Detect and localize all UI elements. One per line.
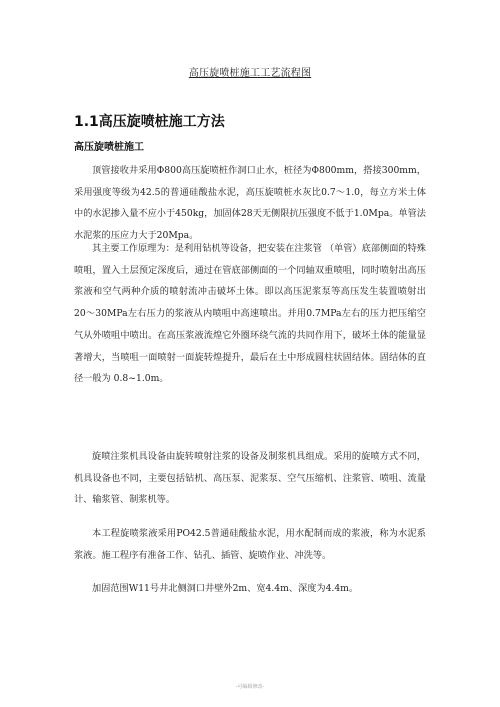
- document-title: 高压旋喷桩施工工艺流程图: [188, 68, 312, 79]
- sub-heading: 高压旋喷桩施工: [74, 142, 144, 153]
- section-heading: 1.1高压旋喷桩施工方法: [74, 114, 225, 130]
- paragraph-grout-material: 本工程旋喷浆液采用PO42.5普通硅酸盐水泥，用水配制而成的浆液，称为水泥系浆液。施工程序有准备工作、钻孔、插管、旋喷作业、冲洗等。: [74, 528, 426, 561]
- paragraph-equipment: 旋喷注浆机具设备由旋转喷射注浆的设备及制浆机具组成。采用的旋喷方式不同，机具设备也不同，主要包括钻机、高压泵、泥浆泵、空气压缩机、注浆管、喷咀、流量计、输浆管、制浆机等。: [74, 451, 426, 506]
- footer-note: -可编辑修改-: [235, 684, 265, 690]
- paragraph-construction-spec: 顶管接收井采用Φ800高压旋喷桩作洞口止水，桩径为Φ800mm，搭接300mm，采用强度等级为42.5的普通硅酸盐水泥，高压旋喷桩水灰比0.7～1.0，每立方米土体中的水泥掺入量不应小于450kg，加固体28天无侧限抗压强度不低于1.0Mpa。单管法水泥浆的压应力大于20Mpa。: [74, 165, 426, 242]
- paragraph-working-principle: 其主要工作原理为：是利用钻机等设备，把安装在注浆管 （单管）底部侧面的特殊喷咀，置入土层预定深度后，通过在管底部侧面的一个同轴双重喷咀，同时喷射出高压浆液和空气两种介质的喷射流冲击破坏土体。即以高压泥浆泵等高压发生装置喷射出 20～30MPa左右压力的浆液从内喷咀中高速喷出。并用0.7MPa左右的压力把压缩空气从外喷咀中喷出。在高压浆液流煌它外圈环绕气流的共同作用下，破坏土体的能量显著增大，当喷咀一面喷射一面旋转煌提升，最后在土中形成圆柱状固结体。固结体的直径一般为 0.8~1.0m。: [74, 243, 426, 385]
- paragraph-reinforcement-range: 加固范围W11号井北侧洞口井壁外2m、宽4.4m、深度为4.4m。: [92, 583, 359, 594]
